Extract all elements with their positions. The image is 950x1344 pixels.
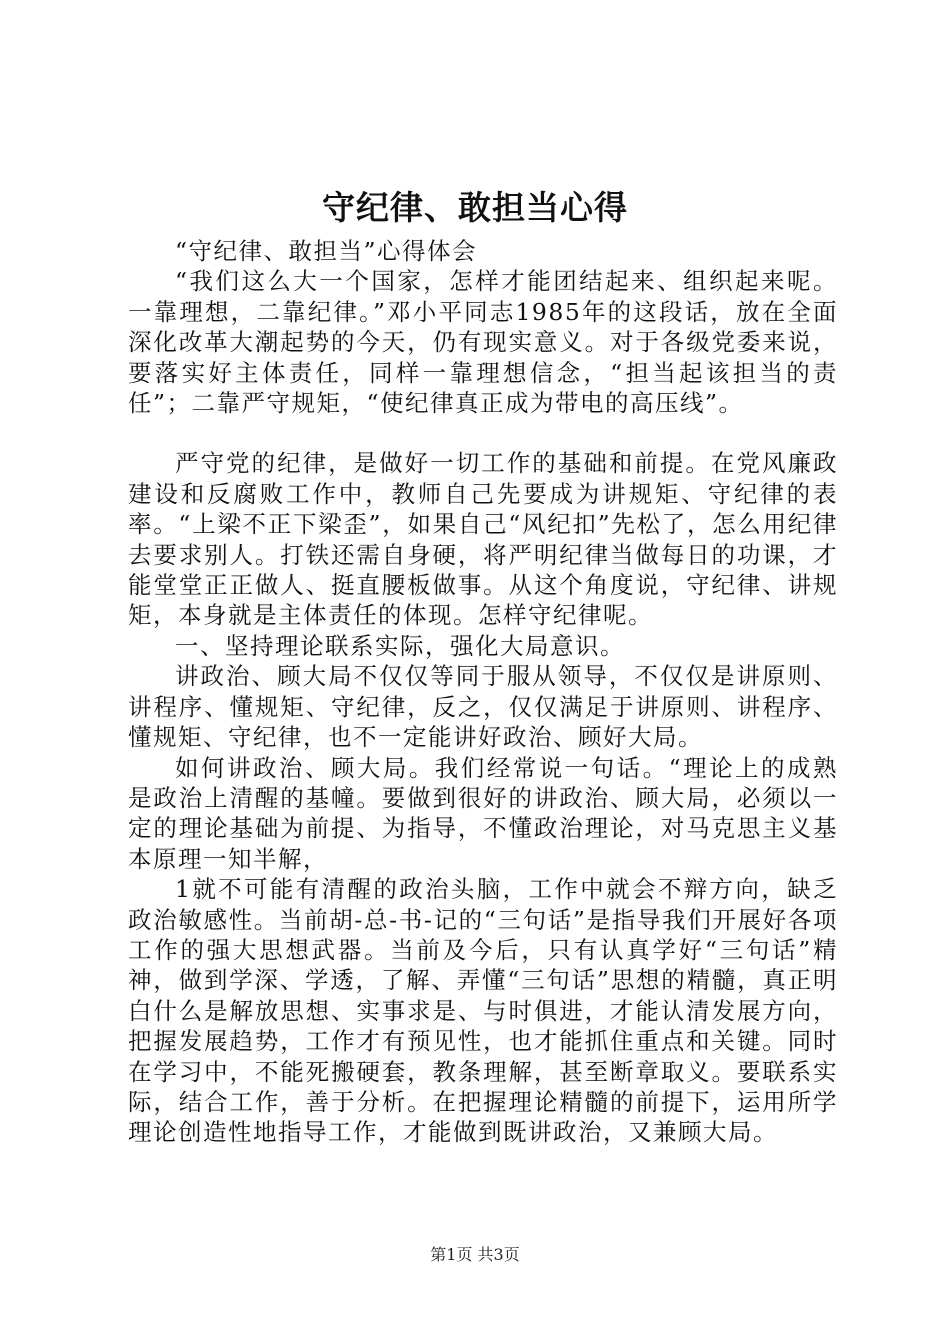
paragraph-discipline: 严守党的纪律，是做好一切工作的基础和前提。在党风廉政建设和反腐败工作中，教师自己先要成为讲规矩、守纪律的表率。“上梁不正下梁歪”，如果自己“风纪扣”先松了，怎么用纪律去要求别人。打铁还需自身硬，将严明纪律当做每日的功课，才能堂堂正正做人、挺直腰板做事。从这个角度说，守纪律、讲规矩，本身就是主体责任的体现。怎样守纪律呢。 [128, 449, 838, 630]
paragraph-theory: 1就不可能有清醒的政治头脑，工作中就会不辩方向，缺乏政治敏感性。当前胡-总-书-记的“三句话”是指导我们开展好各项工作的强大思想武器。当前及今后，只有认真学好“三句话”精神，做到学深、学透，了解、弄懂“三句话”思想的精髓，真正明白什么是解放思想、实事求是、与时俱进，才能认清发展方向，把握发展趋势，工作才有预见性，也才能抓住重点和关键。同时在学习中，不能死搬硬套，教条理解，甚至断章取义。要联系实际，结合工作，善于分析。在把握理论精髓的前提下，运用所学理论创造性地指导工作，才能做到既讲政治，又兼顾大局。 [128, 875, 838, 1147]
paragraph-politics: 讲政治、顾大局不仅仅等同于服从领导，不仅仅是讲原则、讲程序、懂规矩、守纪律，反之，仅仅满足于讲原则、讲程序、懂规矩、守纪律，也不一定能讲好政治、顾好大局。 [128, 662, 838, 752]
paragraph-quote: “我们这么大一个国家，怎样才能团结起来、组织起来呢。一靠理想，二靠纪律。”邓小平同志1985年的这段话，放在全面深化改革大潮起势的今天，仍有现实意义。对于各级党委来说，要落实好主体责任，同样一靠理想信念，“担当起该担当的责任”；二靠严守规矩，“使纪律真正成为带电的高压线”。 [128, 267, 838, 418]
paragraph-how: 如何讲政治、顾大局。我们经常说一句话。“理论上的成熟是政治上清醒的基幢。要做到很好的讲政治、顾大局，必须以一定的理论基础为前提、为指导，不懂政治理论，对马克思主义基本原理一知半解， [128, 753, 838, 873]
page-footer: 第1页 共3页 [430, 1245, 520, 1264]
document-body [128, 236, 838, 1148]
section-heading-1: 一、坚持理论联系实际，强化大局意识。 [175, 631, 625, 660]
paragraph-subtitle: “守纪律、敢担当”心得体会 [175, 237, 478, 265]
document-title: 守纪律、敢担当心得 [322, 188, 628, 227]
